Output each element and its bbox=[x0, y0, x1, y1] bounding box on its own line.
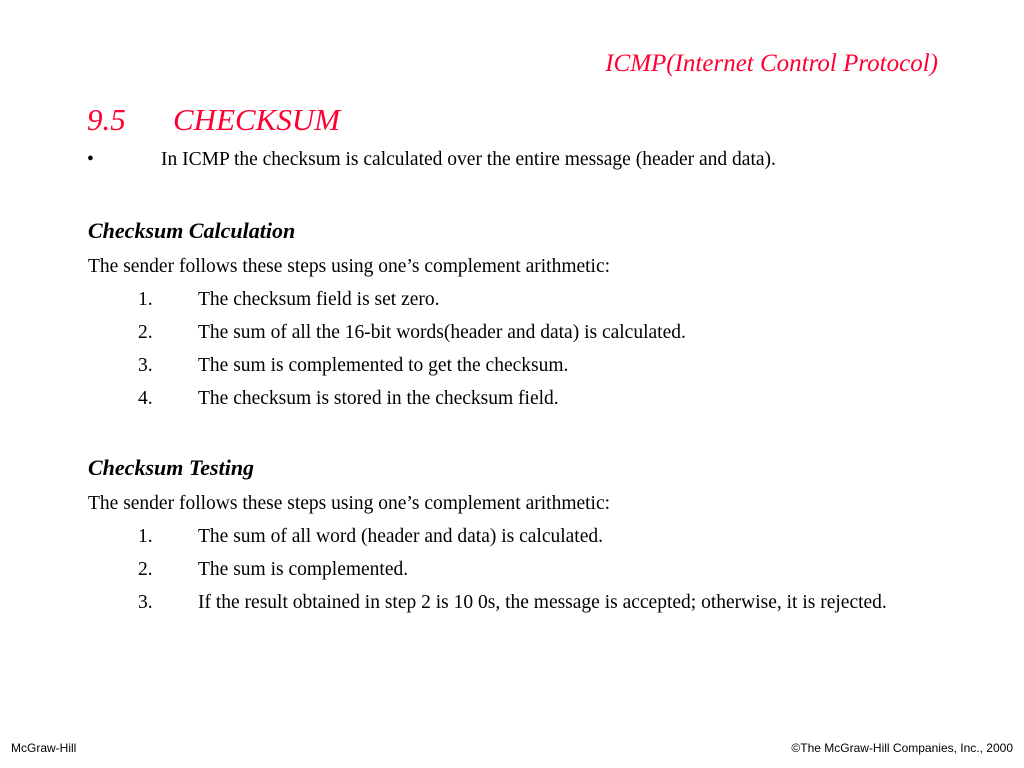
step-number: 3. bbox=[138, 355, 153, 376]
section-number: 9.5 bbox=[87, 102, 126, 137]
testing-heading: Checksum Testing bbox=[88, 455, 255, 480]
bullet-marker: • bbox=[87, 149, 94, 170]
step-number: 2. bbox=[138, 559, 153, 580]
step-text: The checksum is stored in the checksum field. bbox=[198, 388, 559, 409]
list-item bbox=[138, 525, 938, 558]
calculation-intro: The sender follows these steps using one’s complement arithmetic: bbox=[88, 256, 611, 277]
footer-publisher: McGraw-Hill bbox=[11, 741, 77, 755]
step-text: If the result obtained in step 2 is 10 0s, the message is accepted; otherwise, it is rejected. bbox=[198, 592, 887, 613]
chapter-title: ICMP(Internet Control Protocol) bbox=[605, 50, 938, 77]
step-number: 3. bbox=[138, 592, 153, 613]
footer-copyright: ©The McGraw-Hill Companies, Inc., 2000 bbox=[791, 741, 1013, 755]
step-text: The checksum field is set zero. bbox=[198, 289, 440, 310]
section-heading bbox=[87, 102, 340, 138]
list-item bbox=[138, 321, 938, 354]
step-number: 1. bbox=[138, 526, 153, 547]
testing-intro: The sender follows these steps using one’s complement arithmetic: bbox=[88, 493, 611, 514]
list-item bbox=[138, 288, 938, 321]
calculation-heading: Checksum Calculation bbox=[88, 218, 296, 243]
calculation-steps bbox=[138, 288, 938, 420]
step-text: The sum of all the 16-bit words(header and data) is calculated. bbox=[198, 322, 686, 343]
intro-bullet bbox=[87, 149, 776, 171]
step-number: 1. bbox=[138, 289, 153, 310]
step-text: The sum is complemented. bbox=[198, 559, 409, 580]
list-item bbox=[138, 354, 938, 387]
list-item bbox=[138, 558, 938, 591]
step-number: 4. bbox=[138, 388, 153, 409]
step-number: 2. bbox=[138, 322, 153, 343]
testing-steps bbox=[138, 525, 938, 615]
list-item bbox=[138, 591, 938, 615]
bullet-text: In ICMP the checksum is calculated over the entire message (header and data). bbox=[161, 149, 776, 170]
section-title: CHECKSUM bbox=[173, 102, 341, 137]
step-text: The sum of all word (header and data) is calculated. bbox=[198, 526, 603, 547]
list-item bbox=[138, 387, 938, 420]
step-text: The sum is complemented to get the checksum. bbox=[198, 355, 569, 376]
